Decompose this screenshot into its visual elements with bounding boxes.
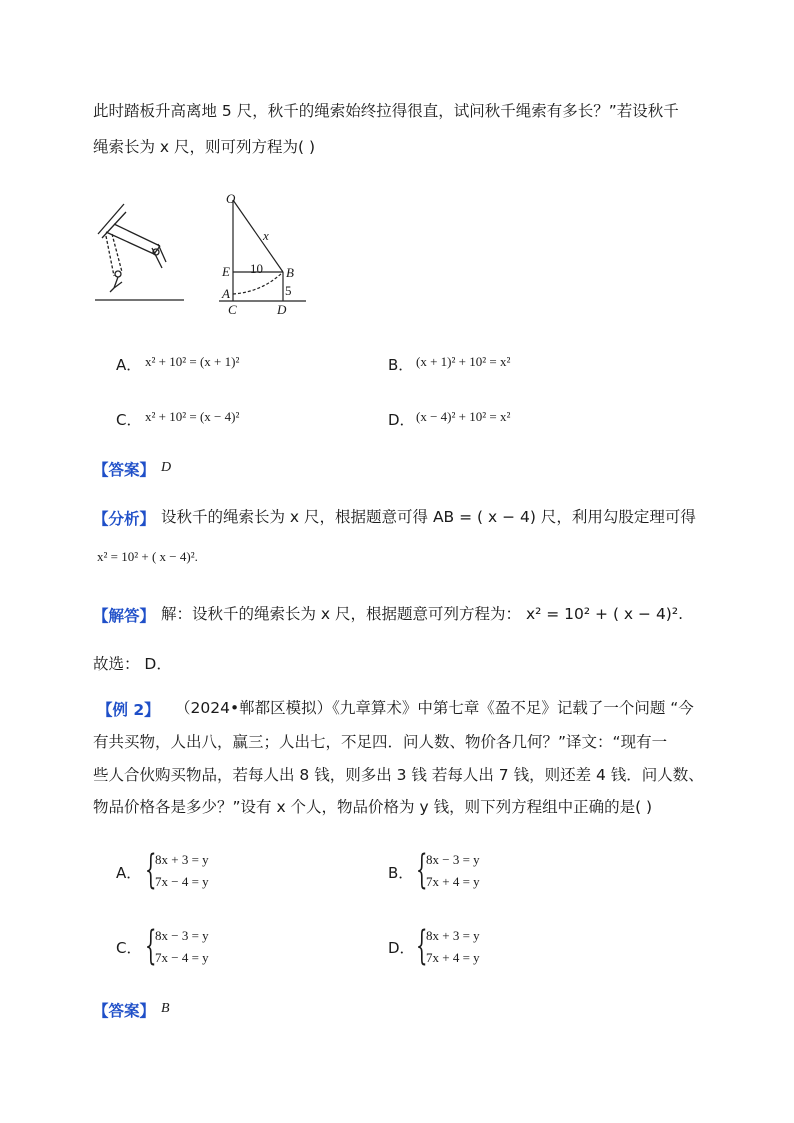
option-c-label[interactable]: C．	[116, 411, 142, 429]
analysis-line-1: 设秋千的绳索长为 x 尺，根据题意可得 AB = ( x − 4) 尺，利用勾股定理可得	[161, 508, 696, 526]
label-D: D	[277, 302, 287, 317]
analysis-line-2: x² = 10² + ( x − 4)².	[97, 549, 198, 564]
q2-option-a-label[interactable]: A．	[116, 864, 142, 882]
q2-answer-tag: 【答案】	[93, 1002, 156, 1020]
q2-option-b-eq2: 7x + 4 = y	[426, 874, 480, 889]
q2-option-a-eq2: 7x − 4 = y	[155, 874, 209, 889]
option-c-expr: x² + 10² = (x − 4)²	[145, 409, 240, 424]
label-5: 5	[285, 283, 292, 298]
swing-picture	[92, 200, 192, 306]
label-x: x	[263, 228, 269, 243]
q2-line-2: 有共买物，人出八，赢三；人出七，不足四．问人数、物价各几何？”译文：“现有一	[93, 733, 668, 751]
label-E: E	[222, 264, 230, 279]
option-d-label[interactable]: D．	[388, 411, 415, 429]
q2-option-d-eq1: 8x + 3 = y	[426, 928, 480, 943]
solution-tag: 【解答】	[93, 607, 156, 625]
intro-line-1: 此时踏板升高离地 5 尺，秋千的绳索始终拉得很直，试问秋千绳索有多长？”若设秋千	[93, 102, 679, 120]
intro-line-2: 绳索长为 x 尺，则可列方程为( )	[93, 138, 316, 156]
answer-tag: 【答案】	[93, 461, 156, 479]
option-b-label[interactable]: B．	[388, 356, 414, 374]
example-2-tag: 【例 2】	[97, 701, 160, 719]
q2-line-1: （2024•郸都区模拟）《九章算术》中第七章《盈不足》记载了一个问题 “今	[175, 699, 694, 717]
label-10: 10	[250, 261, 263, 276]
q2-option-c-eq2: 7x − 4 = y	[155, 950, 209, 965]
label-O: O	[226, 191, 236, 206]
q2-option-d-eq2: 7x + 4 = y	[426, 950, 480, 965]
label-C: C	[228, 302, 237, 317]
q2-option-d-label[interactable]: D．	[388, 939, 415, 957]
q2-option-b-label[interactable]: B．	[388, 864, 414, 882]
q2-answer-value: B	[161, 1001, 170, 1016]
choice-text: 故选： D．	[93, 655, 172, 673]
option-a-expr: x² + 10² = (x + 1)²	[145, 354, 240, 369]
q2-option-c-eq1: 8x − 3 = y	[155, 928, 209, 943]
q2-line-4: 物品价格各是多少？”设有 x 个人，物品价格为 y 钱，则下列方程组中正确的是( )	[93, 798, 653, 816]
option-a-label[interactable]: A．	[116, 356, 142, 374]
answer-value: D	[161, 460, 172, 475]
q2-option-a-eq1: 8x + 3 = y	[155, 852, 209, 867]
analysis-tag: 【分析】	[93, 510, 156, 528]
solution-text: 解：设秋千的绳索长为 x 尺，根据题意可列方程为： x² = 10² + ( x − 4)².	[161, 605, 683, 623]
label-A: A	[222, 286, 230, 301]
label-B: B	[286, 265, 294, 280]
option-d-expr: (x − 4)² + 10² = x²	[416, 409, 511, 424]
option-b-expr: (x + 1)² + 10² = x²	[416, 354, 511, 369]
q2-option-c-label[interactable]: C．	[116, 939, 142, 957]
q2-line-3: 些人合伙购买物品，若每人出 8 钱，则多出 3 钱 若每人出 7 钱，则还差 4 钱．问人数、	[93, 766, 704, 784]
q2-option-b-eq1: 8x − 3 = y	[426, 852, 480, 867]
